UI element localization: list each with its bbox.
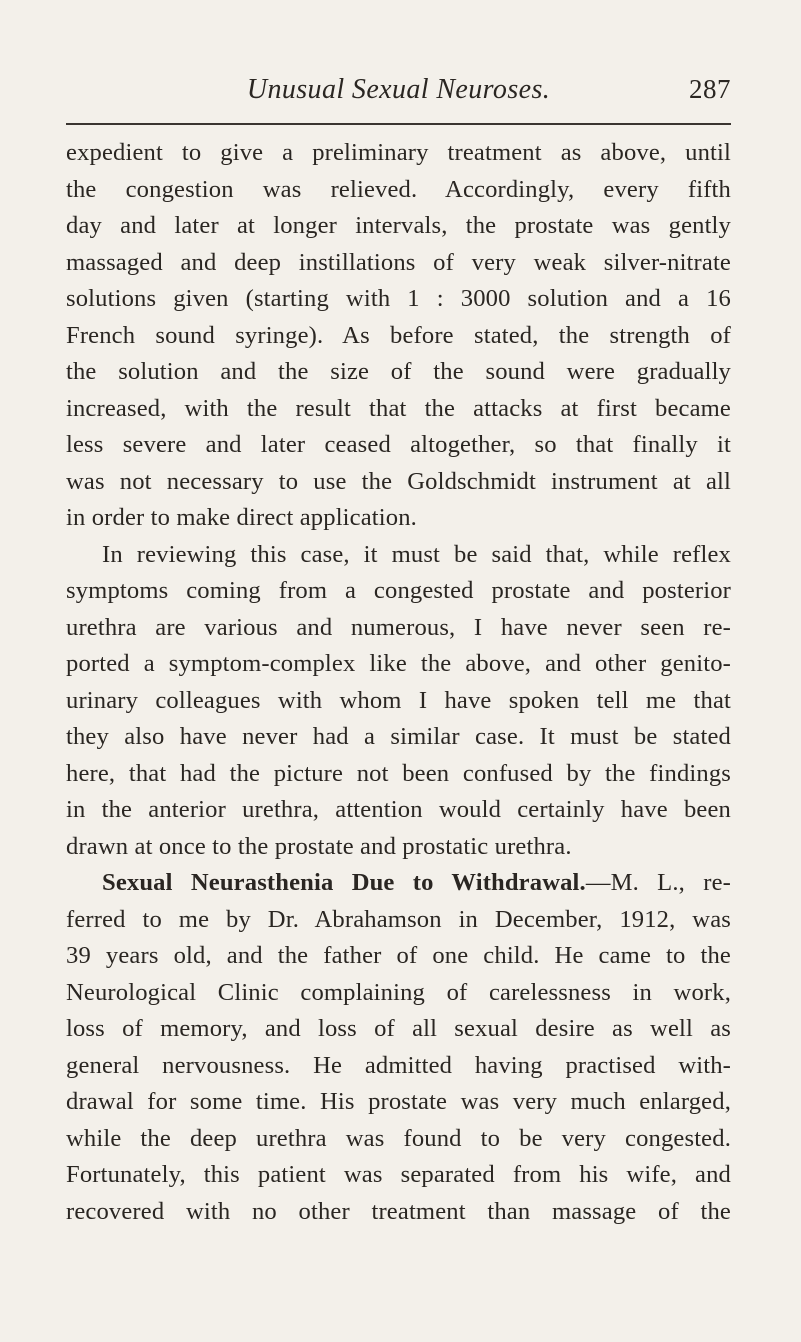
text-line: French sound syringe). As before stated, the strength of [66,321,731,349]
text-line: solutions given (starting with 1 : 3000 solution and a 16 [66,285,731,312]
text-line: ferred to me by Dr. Abrahamson in December, 1912, was [66,905,731,933]
text-line: while the deep urethra was found to be very congested. [66,1124,731,1152]
text-line: Neurological Clinic complaining of carelessness in work, [66,978,731,1006]
section-first-line-text: —M. L., re- [585,869,731,896]
text-line: less severe and later ceased altogether, so that finally it [66,431,731,458]
text-line: loss of memory, and loss of all sexual desire as well as [66,1015,731,1042]
running-head [66,74,731,114]
text-line: day and later at longer intervals, the prostate was gently [66,212,731,239]
text-line: massaged and deep instillations of very weak silver-nitrate [66,248,731,276]
section-heading: Sexual Neurasthenia Due to Withdrawal. [102,869,586,896]
text-line: symptoms coming from a congested prostate and posterior [66,577,731,604]
text-line: 39 years old, and the father of one child. He came to the [66,942,731,969]
text-line: the solution and the size of the sound were gradually [66,358,731,385]
text-line: expedient to give a preliminary treatment as above, until [66,139,731,166]
text-line: urinary colleagues with whom I have spoken tell me that [66,686,731,714]
text-line: was not necessary to use the Goldschmidt instrument at all [66,467,731,495]
text-line: in order to make direct application. [66,504,417,531]
body-text [66,135,731,1230]
page-number: 287 [689,74,731,104]
text-line: drawal for some time. His prostate was very much enlarged, [66,1088,731,1115]
text-line: ported a symptom-complex like the above, and other genito- [66,650,731,677]
text-line: urethra are various and numerous, I have never seen re- [66,613,731,641]
text-line: In reviewing this case, it must be said that, while reflex [102,540,731,568]
text-line: drawn at once to the prostate and prostatic urethra. [66,832,572,860]
text-line: they also have never had a similar case. It must be stated [66,723,731,750]
text-line: Fortunately, this patient was separated from his wife, and [66,1161,731,1188]
text-line: recovered with no other treatment than massage of the [66,1197,731,1225]
header-rule [66,123,731,125]
text-line: here, that had the picture not been confused by the findings [66,759,731,787]
text-line: increased, with the result that the attacks at first became [66,394,731,422]
text-line: general nervousness. He admitted having practised with- [66,1051,731,1079]
running-title: Unusual Sexual Neuroses. [246,74,551,105]
text-line: the congestion was relieved. Accordingly, every fifth [66,175,731,203]
text-line: in the anterior urethra, attention would certainly have been [66,796,731,823]
section-first-line [66,865,731,902]
